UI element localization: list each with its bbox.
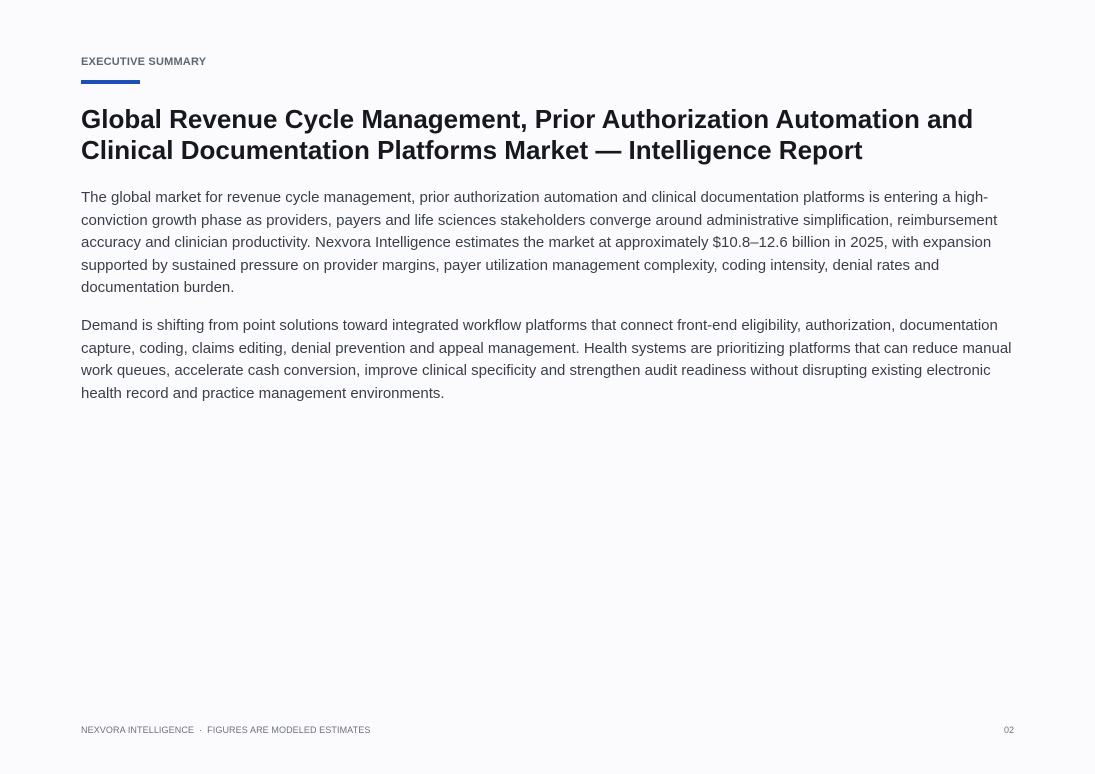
- footer-separator: ·: [199, 725, 203, 735]
- footer-brand: NEXVORA INTELLIGENCE: [81, 725, 195, 735]
- section-eyebrow: EXECUTIVE SUMMARY: [81, 56, 207, 68]
- page-number: 02: [1003, 725, 1014, 735]
- summary-body: [81, 187, 1014, 420]
- report-page: [81, 0, 1014, 774]
- summary-paragraph-2: Demand is shifting from point solutions toward integrated workflow platforms that connect front-end eligibility, authorization, documentation capture, coding, claims editing, denial prevention and appeal management. Health systems are prioritizing platforms that can reduce manual work queues, accelerate cash conversion, improve clinical specificity and strengthen audit readiness without disrupting existing electronic health record and practice management environments.: [81, 316, 1012, 402]
- footer-credit: [81, 725, 370, 735]
- eyebrow-accent-rule: [81, 80, 140, 84]
- footer-note: FIGURES ARE MODELED ESTIMATES: [207, 725, 371, 735]
- summary-paragraph-1: The global market for revenue cycle management, prior authorization automation and clinical documentation platforms is entering a high-conviction growth phase as providers, payers and life sciences stakeholders converge around administrative simplification, reimbursement accuracy and clinician productivity. Nexvora Intelligence estimates the market at approximately $10.8–12.6 billion in 2025, with expansion supported by sustained pressure on provider margins, payer utilization management complexity, coding intensity, denial rates and documentation burden.: [81, 189, 998, 297]
- page-title: Global Revenue Cycle Management, Prior Authorization Automation and Clinical Documentation Platforms Market — Intelligence Report: [81, 104, 974, 165]
